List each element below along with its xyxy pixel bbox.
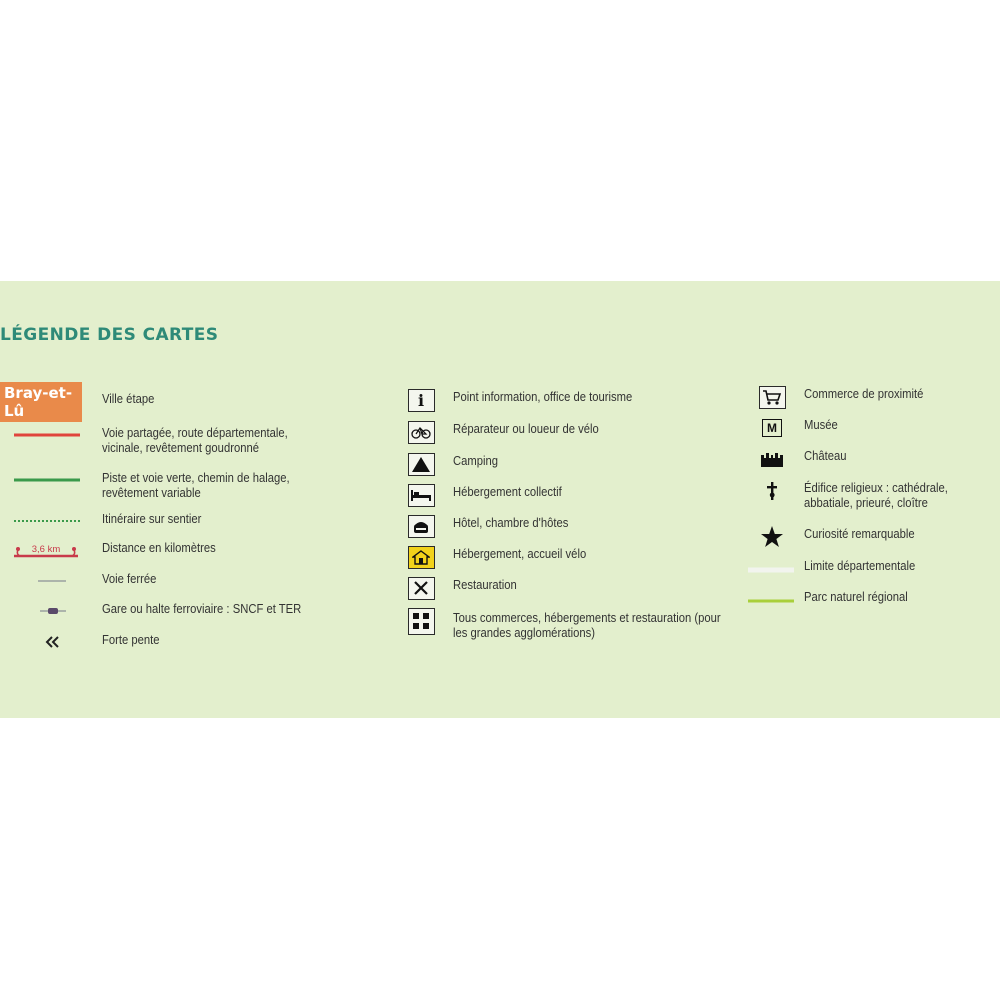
regional-park-line (746, 587, 796, 613)
map-legend-panel (0, 281, 1000, 718)
legend-label: Point information, office de tourisme (453, 390, 633, 404)
legend-label: Tous commerces, hébergements et restauration (pour les grandes agglomérations) (453, 611, 721, 640)
tent-icon (405, 451, 437, 477)
legend-label: Distance en kilomètres (102, 541, 216, 555)
legend-label: Hébergement, accueil vélo (453, 547, 587, 561)
legend-label: Commerce de proximité (804, 387, 924, 401)
hotel-icon (405, 513, 437, 539)
church-icon (756, 478, 788, 504)
info-icon: i (405, 387, 437, 413)
legend-label: Hébergement collectif (453, 485, 562, 499)
legend-label: Voie ferrée (102, 572, 157, 586)
distance-value: 3,6 km (31, 544, 61, 555)
town-badge: Bray-et-Lû (6, 389, 82, 415)
castle-icon (756, 446, 788, 472)
legend-label: Forte pente (102, 633, 160, 647)
legend-label: Piste et voie verte, chemin de halage, revêtement variable (102, 471, 290, 500)
legend-label: Édifice religieux : cathédrale, abbatiale, prieuré, cloître (804, 481, 948, 510)
restaurant-icon (405, 575, 437, 601)
legend-label: Restauration (453, 578, 517, 592)
legend-title: LÉGENDE DES CARTES (0, 325, 219, 345)
rail-line-symbol (6, 569, 82, 595)
station-marker-symbol (6, 599, 82, 625)
dotted-line-symbol (6, 509, 82, 535)
museum-icon: M (756, 415, 788, 441)
department-limit-line (746, 556, 796, 582)
steep-chevrons-icon (6, 630, 82, 656)
legend-label: Musée (804, 418, 838, 432)
bike-welcome-icon (405, 544, 437, 570)
legend-label: Parc naturel régional (804, 590, 908, 604)
distance-marker-symbol (6, 538, 82, 564)
star-icon (756, 524, 788, 550)
all-services-icon (405, 608, 437, 634)
legend-label: Hôtel, chambre d'hôtes (453, 516, 569, 530)
cart-icon (756, 384, 788, 410)
legend-label: Camping (453, 454, 499, 468)
legend-label: Gare ou halte ferroviaire : SNCF et TER (102, 602, 302, 616)
legend-label: Réparateur ou loueur de vélo (453, 422, 599, 436)
legend-label: Ville étape (102, 392, 155, 406)
bicycle-icon (405, 419, 437, 445)
legend-label: Itinéraire sur sentier (102, 512, 202, 526)
legend-label: Curiosité remarquable (804, 527, 915, 541)
legend-label: Limite départementale (804, 559, 916, 573)
legend-label: Voie partagée, route départementale, vicinale, revêtement goudronné (102, 426, 288, 455)
red-line-symbol (6, 423, 82, 449)
green-line-symbol (6, 468, 82, 494)
legend-label: Château (804, 449, 847, 463)
bed-icon (405, 482, 437, 508)
